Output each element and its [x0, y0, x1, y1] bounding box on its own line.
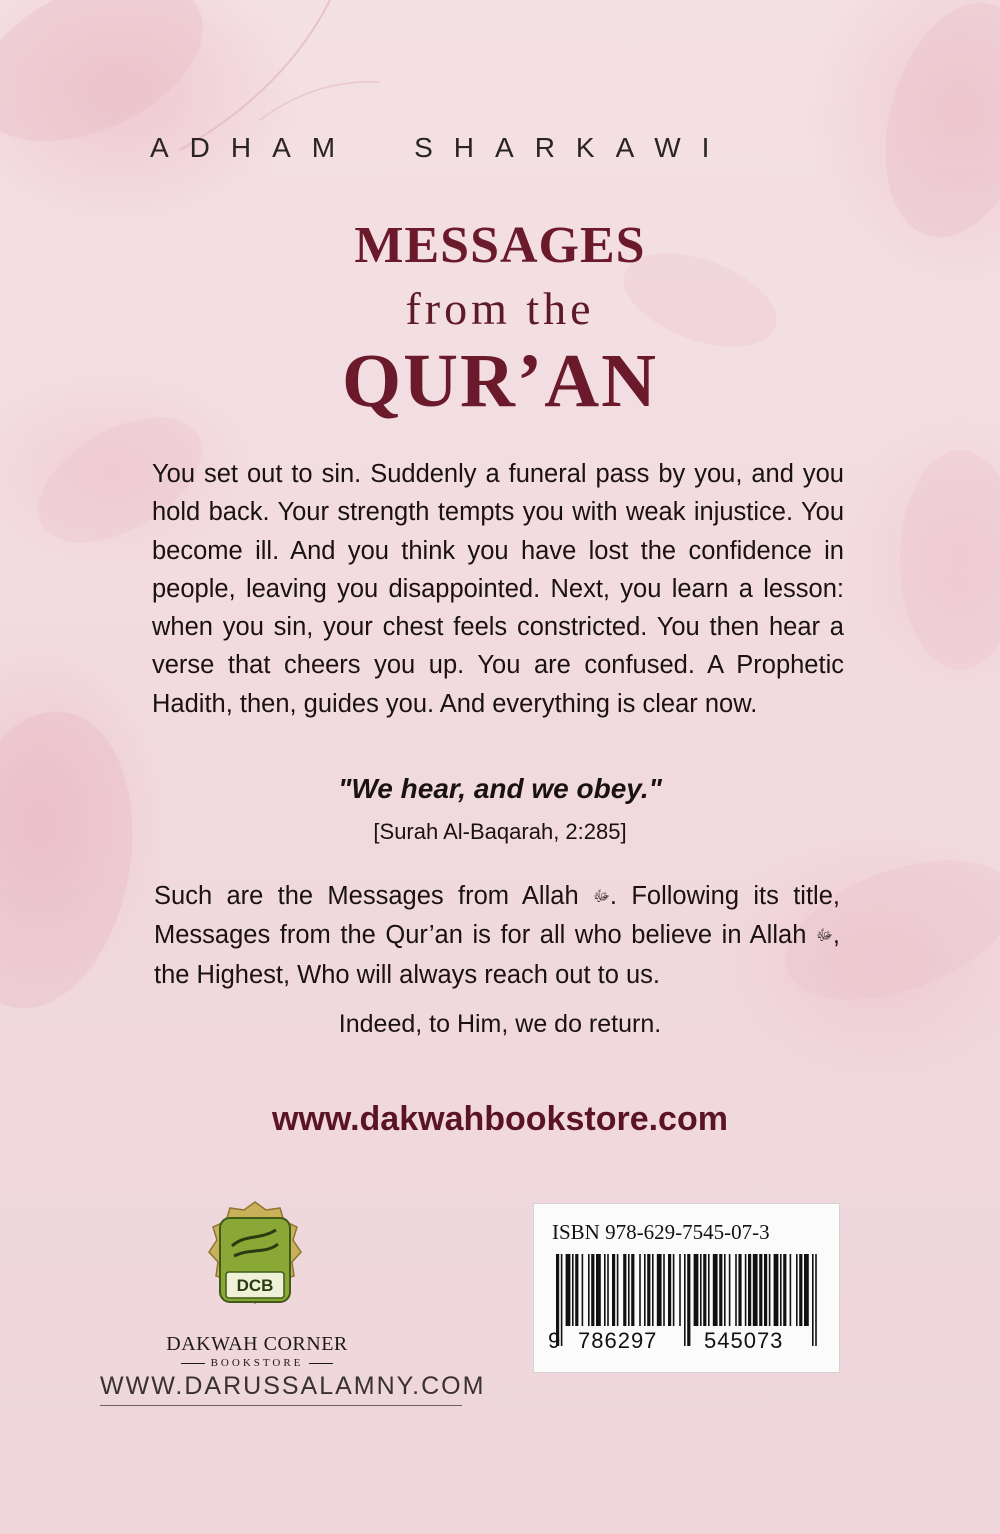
barcode-bar	[673, 1254, 675, 1326]
barcode-bar	[708, 1254, 710, 1326]
quote-text: "We hear, and we obey."	[338, 773, 662, 804]
publisher-subtitle-text: BOOKSTORE	[210, 1357, 304, 1369]
honorific-glyph: ﷻ	[592, 888, 610, 906]
barcode-bar	[804, 1254, 809, 1326]
barcode-bar	[812, 1254, 814, 1346]
quote-reference: [Surah Al-Baqarah, 2:285]	[373, 819, 627, 844]
distributor-url[interactable]: WWW.DARUSSALAMNY.COM	[100, 1372, 462, 1406]
barcode-bar	[783, 1254, 786, 1326]
barcode-bar	[631, 1254, 634, 1326]
barcode-bar	[796, 1254, 798, 1326]
barcode-bar	[647, 1254, 650, 1326]
publisher-name: DAKWAH CORNER	[166, 1333, 348, 1355]
barcode-bar	[719, 1254, 722, 1326]
barcode-bar	[575, 1254, 578, 1326]
publisher-subtitle	[150, 1357, 364, 1369]
barcode-bar	[566, 1254, 571, 1326]
barcode-bar	[700, 1254, 702, 1326]
barcode-bar	[628, 1254, 630, 1326]
barcode-bar	[759, 1254, 762, 1326]
description-part-2: . Following its title, Messages from the Qur’an is for all who believe in Allah	[154, 882, 840, 950]
barcode-bar	[753, 1254, 758, 1326]
isbn-label: ISBN 978-629-7545-07-3	[552, 1220, 770, 1244]
logo-monogram: DCB	[236, 1276, 274, 1295]
description-part-3: , the Highest, Who will always reach out to us.	[154, 921, 840, 989]
barcode-bar	[668, 1254, 671, 1326]
closing-line: Indeed, to Him, we do return.	[338, 1010, 662, 1038]
barcode-bar	[591, 1254, 594, 1326]
barcode-digit-group-1: 786297	[578, 1328, 658, 1353]
barcode-digit-group-2: 545073	[704, 1328, 784, 1353]
publisher-logo	[200, 1200, 310, 1320]
barcode-bar	[684, 1254, 686, 1346]
barcode-bar	[799, 1254, 802, 1326]
barcode-bar	[764, 1254, 767, 1326]
barcode-bar	[815, 1254, 817, 1346]
barcode-bar	[735, 1254, 737, 1326]
barcode-bar	[657, 1254, 662, 1326]
author-name	[150, 132, 850, 164]
barcode-bar	[687, 1254, 690, 1346]
book-title-line-1: MESSAGES	[354, 217, 646, 274]
barcode-bar	[604, 1254, 606, 1326]
barcode-bar	[596, 1254, 601, 1326]
author-last-name: SHARKAWI	[414, 132, 731, 163]
barcode-bar	[607, 1254, 609, 1326]
barcode-bar	[561, 1254, 563, 1346]
description-part-1: Such are the Messages from Allah	[154, 882, 579, 910]
barcode-bar	[745, 1254, 747, 1326]
barcode-bar	[639, 1254, 641, 1326]
barcode-bar	[623, 1254, 626, 1326]
barcode-bar	[713, 1254, 718, 1326]
publisher-website-link[interactable]: www.dakwahbookstore.com	[272, 1100, 728, 1138]
honorific-glyph: ﷻ	[815, 927, 833, 945]
barcode-bar	[694, 1254, 699, 1326]
barcode-bar	[572, 1254, 574, 1326]
barcode-bar	[780, 1254, 782, 1326]
isbn-barcode-panel	[533, 1203, 840, 1373]
barcode-lead-digit: 9	[548, 1328, 561, 1353]
barcode-bar	[588, 1254, 590, 1326]
barcode-bar	[769, 1254, 771, 1326]
barcode-bar	[644, 1254, 646, 1326]
barcode-bar	[748, 1254, 751, 1326]
barcode-bar	[582, 1254, 584, 1326]
book-title-line-3: QUR’AN	[342, 339, 658, 423]
barcode-bar	[679, 1254, 681, 1326]
book-title-line-2: from the	[405, 283, 595, 334]
barcode-bar	[738, 1254, 741, 1326]
barcode-bar	[729, 1254, 731, 1326]
barcode-bar	[774, 1254, 779, 1326]
barcode-bar	[703, 1254, 706, 1326]
description-paragraph	[154, 877, 840, 994]
logo-emblem-icon	[200, 1200, 310, 1320]
blurb-paragraph: You set out to sin. Suddenly a funeral pass by you, and you hold back. Your strength tempts you with weak injustice. You become ill. And you think you have lost the confidence in people, leaving you disappointed. Next, you learn a lesson: when you sin, your chest feels constricted. You then hear a verse that cheers you up. You are confused. A Prophetic Hadith, then, guides you. And everything is clear now.	[152, 460, 844, 718]
barcode-bar	[790, 1254, 792, 1326]
barcode-bar	[612, 1254, 615, 1326]
barcode-bar	[617, 1254, 619, 1326]
barcode-bar	[724, 1254, 726, 1326]
barcode-bar	[652, 1254, 654, 1326]
barcode-bar	[663, 1254, 665, 1326]
author-first-name: ADHAM	[150, 132, 357, 163]
